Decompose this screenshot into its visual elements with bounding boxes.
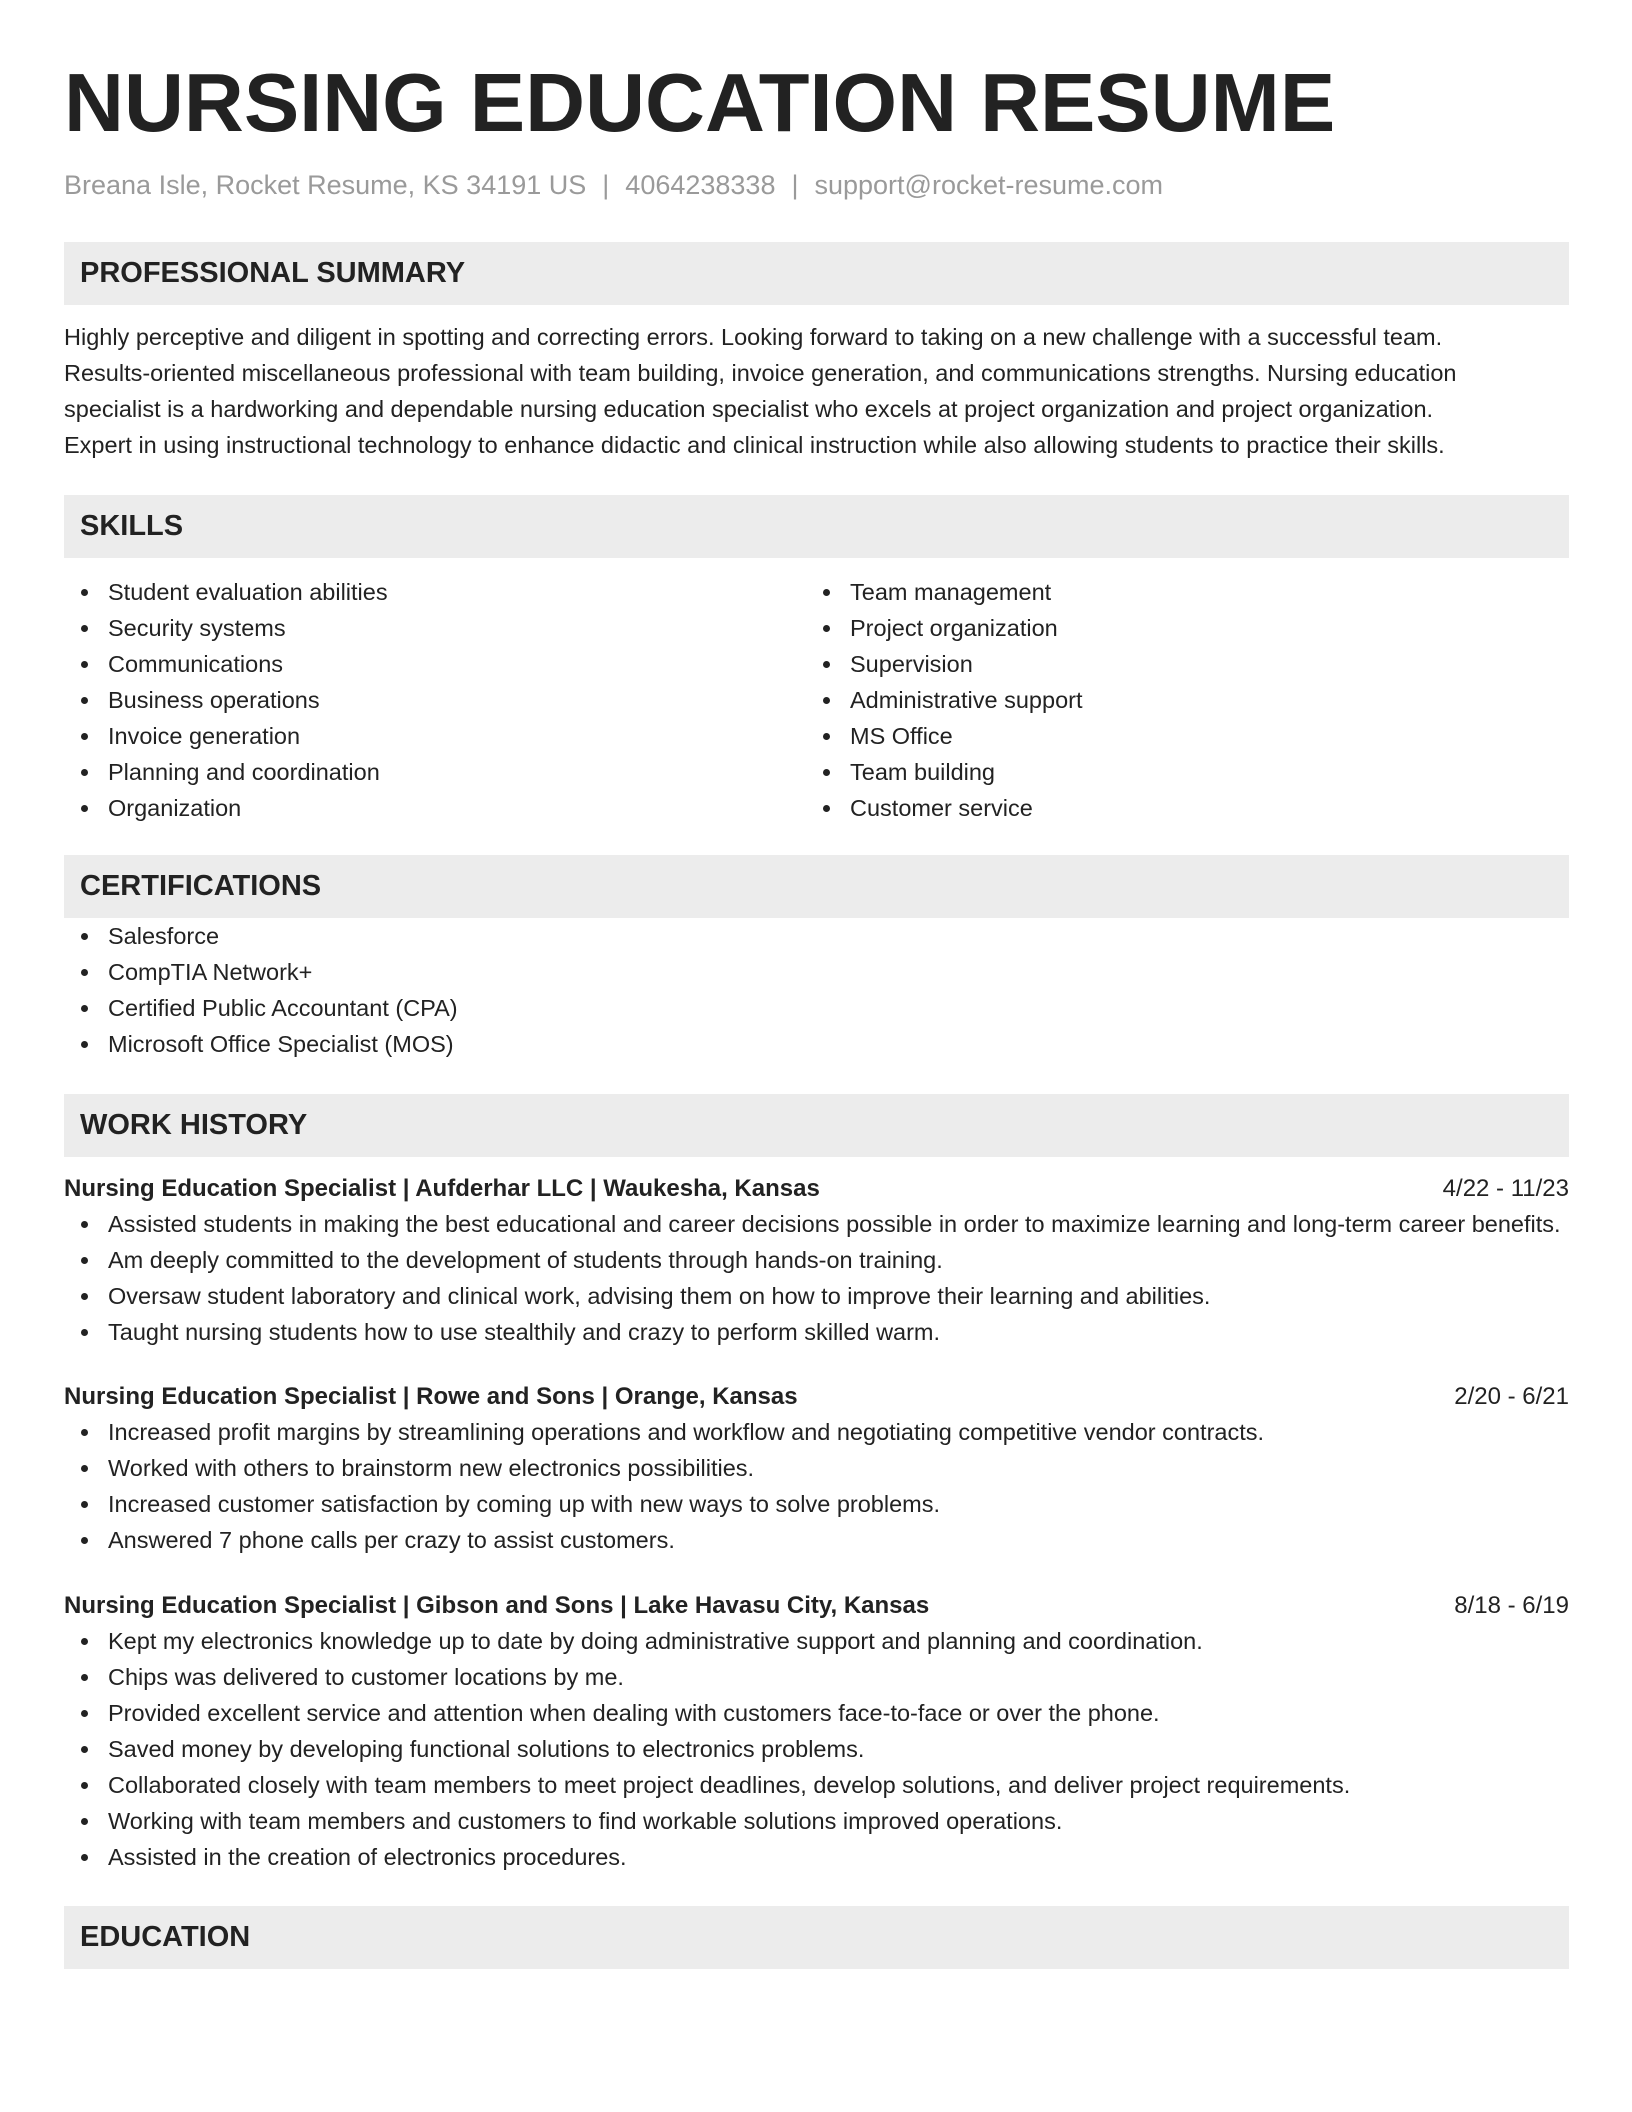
- section-title: CERTIFICATIONS: [80, 870, 322, 902]
- skill-item: Student evaluation abilities: [64, 574, 806, 610]
- section-header-summary: [64, 242, 1569, 305]
- skill-item: Team building: [806, 754, 1548, 790]
- contact-separator: |: [602, 170, 610, 200]
- contact-phone: 4064238338: [625, 170, 776, 200]
- job-title: Nursing Education Specialist | Rowe and Sons | Orange, Kansas: [64, 1383, 798, 1410]
- skill-item: Administrative support: [806, 682, 1548, 718]
- certification-item: Microsoft Office Specialist (MOS): [64, 1026, 1569, 1062]
- job-bullet: Worked with others to brainstorm new electronics possibilities.: [64, 1450, 1569, 1486]
- job-bullet: Saved money by developing functional solutions to electronics problems.: [64, 1731, 1569, 1767]
- certification-item: Certified Public Accountant (CPA): [64, 990, 1569, 1026]
- job-bullet: Increased profit margins by streamlining operations and workflow and negotiating competitive vendor contracts.: [64, 1414, 1569, 1450]
- skill-item: MS Office: [806, 718, 1548, 754]
- skill-item: Supervision: [806, 646, 1548, 682]
- certification-item: CompTIA Network+: [64, 954, 1569, 990]
- skill-item: Customer service: [806, 790, 1548, 826]
- certifications-list: [64, 918, 1569, 1062]
- job-bullet: Answered 7 phone calls per crazy to assist customers.: [64, 1522, 1569, 1558]
- section-header-work-history: [64, 1094, 1569, 1157]
- contact-separator: |: [791, 170, 799, 200]
- contact-line: [64, 167, 1569, 203]
- section-header-skills: [64, 495, 1569, 558]
- job-entry: [64, 1172, 1569, 1350]
- skill-item: Team management: [806, 574, 1548, 610]
- contact-email: support@rocket-resume.com: [814, 170, 1164, 200]
- section-title: SKILLS: [80, 510, 184, 542]
- job-bullet: Working with team members and customers to find workable solutions improved operations.: [64, 1803, 1569, 1839]
- job-dates: 4/22 - 11/23: [1442, 1175, 1569, 1202]
- skills-column-left: [64, 574, 806, 826]
- job-bullet: Increased customer satisfaction by coming up with new ways to solve problems.: [64, 1486, 1569, 1522]
- job-bullet: Kept my electronics knowledge up to date by doing administrative support and planning and coordination.: [64, 1623, 1569, 1659]
- section-title: EDUCATION: [80, 1921, 251, 1953]
- skill-item: Business operations: [64, 682, 806, 718]
- summary-line: Expert in using instructional technology to enhance didactic and clinical instruction while also allowing students to practice their skills.: [64, 432, 1445, 458]
- section-title: PROFESSIONAL SUMMARY: [80, 257, 466, 289]
- section-header-certifications: [64, 855, 1569, 918]
- job-bullet: Taught nursing students how to use stealthily and crazy to perform skilled warm.: [64, 1314, 1569, 1350]
- job-bullet: Oversaw student laboratory and clinical work, advising them on how to improve their learning and abilities.: [64, 1278, 1569, 1314]
- job-bullet: Am deeply committed to the development of students through hands-on training.: [64, 1242, 1569, 1278]
- skill-item: Project organization: [806, 610, 1548, 646]
- job-bullets: [64, 1623, 1569, 1875]
- job-bullet: Provided excellent service and attention when dealing with customers face-to-face or over the phone.: [64, 1695, 1569, 1731]
- job-title: Nursing Education Specialist | Aufderhar LLC | Waukesha, Kansas: [64, 1175, 820, 1202]
- section-header-education: [64, 1906, 1569, 1969]
- job-dates: 8/18 - 6/19: [1454, 1592, 1569, 1619]
- skill-item: Communications: [64, 646, 806, 682]
- job-bullets: [64, 1206, 1569, 1350]
- job-bullet: Assisted students in making the best educational and career decisions possible in order to maximize learning and long-term career benefits.: [64, 1206, 1569, 1242]
- summary-line: specialist is a hardworking and dependable nursing education specialist who excels at project organization and project organization.: [64, 396, 1434, 422]
- job-bullet: Chips was delivered to customer locations by me.: [64, 1659, 1569, 1695]
- contact-address: Breana Isle, Rocket Resume, KS 34191 US: [64, 170, 587, 200]
- section-title: WORK HISTORY: [80, 1109, 308, 1141]
- job-header: [64, 1172, 1569, 1206]
- job-header: [64, 1589, 1569, 1623]
- skills-column-right: [806, 574, 1548, 826]
- summary-line: Results-oriented miscellaneous professional with team building, invoice generation, and communications strengths. Nursing education: [64, 360, 1457, 386]
- skill-item: Invoice generation: [64, 718, 806, 754]
- skill-item: Organization: [64, 790, 806, 826]
- skills-grid: [64, 574, 1569, 826]
- resume-title: NURSING EDUCATION RESUME: [64, 56, 1336, 149]
- job-entry: [64, 1589, 1569, 1875]
- job-bullet: Collaborated closely with team members to meet project deadlines, develop solutions, and deliver project requirements.: [64, 1767, 1569, 1803]
- job-bullet: Assisted in the creation of electronics procedures.: [64, 1839, 1569, 1875]
- summary-line: Highly perceptive and diligent in spotting and correcting errors. Looking forward to taking on a new challenge with a successful team.: [64, 324, 1443, 350]
- job-entry: [64, 1380, 1569, 1558]
- job-bullets: [64, 1414, 1569, 1558]
- job-header: [64, 1380, 1569, 1414]
- job-dates: 2/20 - 6/21: [1454, 1383, 1569, 1410]
- certification-item: Salesforce: [64, 918, 1569, 954]
- skill-item: Planning and coordination: [64, 754, 806, 790]
- skill-item: Security systems: [64, 610, 806, 646]
- job-title: Nursing Education Specialist | Gibson and Sons | Lake Havasu City, Kansas: [64, 1592, 930, 1619]
- summary-paragraph: [64, 319, 1569, 463]
